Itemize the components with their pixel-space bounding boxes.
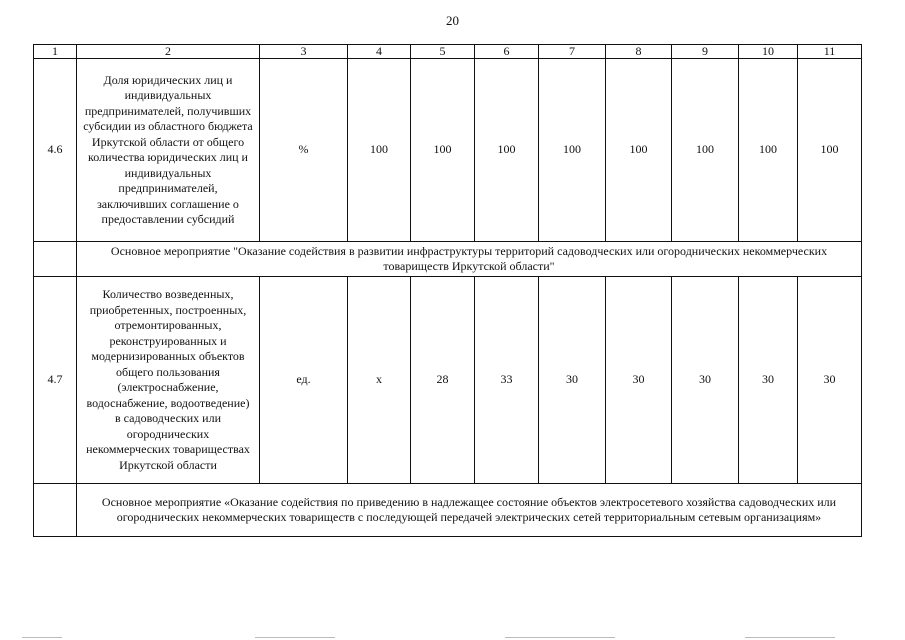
indicators-table: [33, 44, 862, 537]
value-cell: 100: [739, 59, 798, 242]
section-title: Основное мероприятие «Оказание содействия по приведению в надлежащее состояние объектов электросетевого хозяйства садоводческих или огороднических некоммерческих товариществ с последующей передачей электрических сетей территориальным сетевым организациям»: [77, 484, 862, 537]
desc-line: (электроснабжение,: [117, 380, 219, 394]
desc-line: количества юридических лиц и: [88, 150, 248, 164]
desc-line: приобретенных, построенных,: [89, 302, 247, 317]
desc-line: предпринимателей, получивших: [84, 103, 252, 118]
value-cell: 100: [606, 59, 672, 242]
header-cell: 3: [260, 45, 348, 59]
header-cell: 1: [34, 45, 77, 59]
empty-cell: [34, 242, 77, 277]
scan-artifact: [505, 637, 615, 638]
desc-line: Иркутской области: [119, 457, 217, 472]
header-cell: 10: [739, 45, 798, 59]
unit-cell: %: [260, 59, 348, 242]
value-cell: 100: [672, 59, 739, 242]
header-cell: 9: [672, 45, 739, 59]
value-cell: 30: [739, 277, 798, 484]
value-cell: 100: [798, 59, 862, 242]
value-cell: 30: [606, 277, 672, 484]
table-row: [34, 277, 862, 484]
value-cell: 30: [672, 277, 739, 484]
value-cell: 100: [348, 59, 411, 242]
desc-line: водоснабжение, водоотведение): [86, 395, 250, 410]
value-cell: 100: [539, 59, 606, 242]
section-row: [34, 484, 862, 537]
unit-cell: ед.: [260, 277, 348, 484]
section-row: [34, 242, 862, 277]
desc-line: Количество возведенных,: [102, 287, 234, 301]
scan-artifact: [745, 637, 835, 638]
header-cell: 2: [77, 45, 260, 59]
scan-artifact: [255, 637, 335, 638]
desc-line: реконструированных и: [109, 333, 227, 348]
indicator-description: [77, 59, 260, 242]
value-cell: 100: [411, 59, 475, 242]
value-cell: 100: [475, 59, 539, 242]
table-row: [34, 59, 862, 242]
desc-line: Доля юридических лиц и: [103, 72, 233, 87]
header-cell: 5: [411, 45, 475, 59]
desc-line: предпринимателей,: [118, 181, 218, 195]
header-cell: 6: [475, 45, 539, 59]
header-cell: 8: [606, 45, 672, 59]
desc-line: индивидуальных: [124, 165, 212, 180]
desc-line: заключивших соглашение о: [97, 196, 239, 211]
value-cell: 28: [411, 277, 475, 484]
desc-line: отремонтированных,: [114, 318, 222, 332]
desc-line: Иркутской области от общего: [91, 134, 245, 149]
section-title: Основное мероприятие "Оказание содействия в развитии инфраструктуры территорий садоводческих или огороднических некоммерческих товариществ Иркутской области": [77, 242, 862, 277]
row-number: 4.7: [34, 277, 77, 484]
indicator-description: [77, 277, 260, 484]
desc-line: предоставлении субсидий: [101, 212, 235, 226]
desc-line: модернизированных объектов: [91, 349, 245, 363]
empty-cell: [34, 484, 77, 537]
value-cell: 30: [798, 277, 862, 484]
header-row: [34, 45, 862, 59]
desc-line: некоммерческих товариществах: [86, 442, 250, 456]
desc-line: огороднических: [126, 426, 210, 441]
row-number: 4.6: [34, 59, 77, 242]
desc-line: индивидуальных: [124, 88, 212, 102]
desc-line: субсидии из областного бюджета: [83, 119, 253, 133]
header-cell: 11: [798, 45, 862, 59]
page-number: 20: [446, 13, 459, 28]
value-cell: 30: [539, 277, 606, 484]
value-cell: х: [348, 277, 411, 484]
header-cell: 4: [348, 45, 411, 59]
header-cell: 7: [539, 45, 606, 59]
desc-line: общего пользования: [116, 364, 220, 379]
value-cell: 33: [475, 277, 539, 484]
desc-line: в садоводческих или: [115, 411, 221, 425]
scan-artifact: [22, 637, 62, 638]
